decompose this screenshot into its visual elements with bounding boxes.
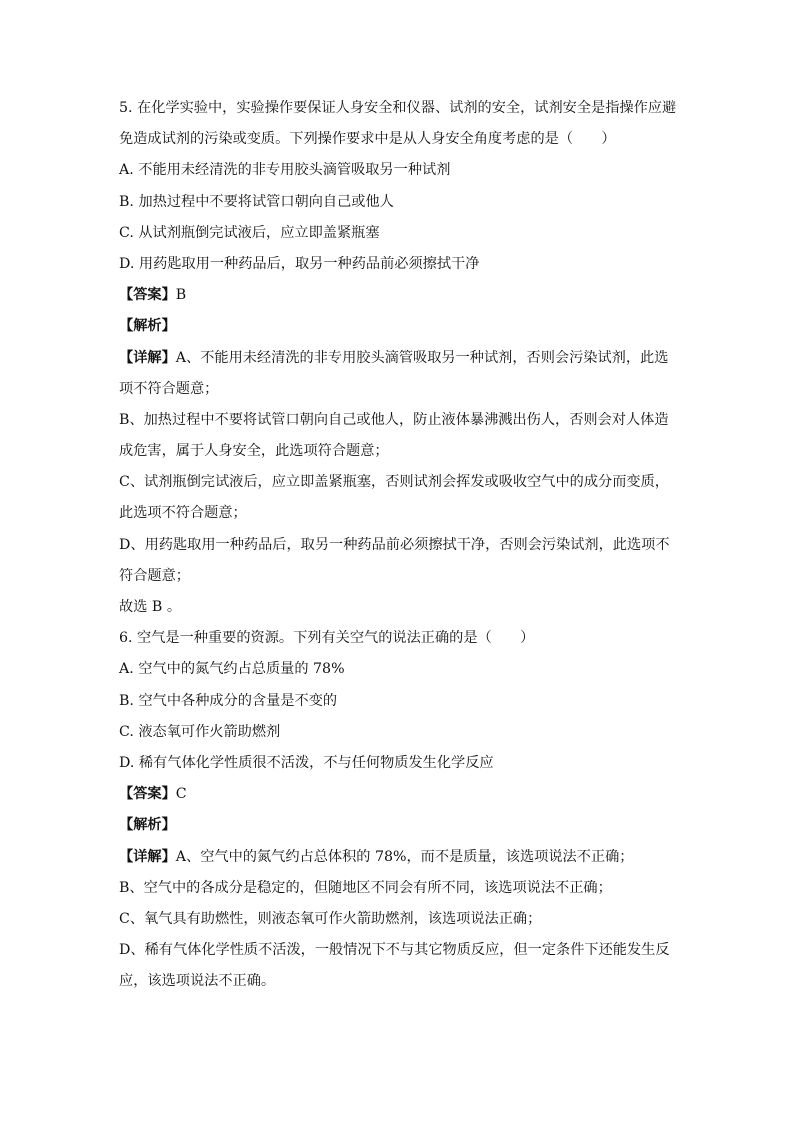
q6-analysis-label: 【解析】 [119, 817, 176, 834]
q6-option-b: B. 空气中各种成分的含量是不变的 [119, 692, 338, 709]
q5-option-c: C. 从试剂瓶倒完试液后，应立即盖紧瓶塞 [119, 224, 380, 241]
q6-detail-c: C、氧气具有助燃性，则液态氧可作火箭助燃剂，该选项说法正确； [119, 910, 542, 927]
q5-detail-a-line-2: 项不符合题意； [119, 380, 219, 397]
q5-conclusion: 故选 B 。 [119, 599, 182, 615]
q5-answer-label: 【答案】 [119, 287, 176, 304]
q5-stem-line-1: 5. 在化学实验中，实验操作要保证人身安全和仪器、试剂的安全，试剂安全是指操作应避 [119, 100, 677, 116]
q5-detail-c-line-1: C、试剂瓶倒完试液后，应立即盖紧瓶塞，否则试剂会挥发或吸收空气中的成分而变质， [119, 474, 669, 491]
q6-detail-a [119, 847, 679, 867]
q6-stem: 6. 空气是一种重要的资源。下列有关空气的说法正确的是（ ） [119, 630, 535, 647]
q6-detail-a-text: A、空气中的氮气约占总体积的 78%，而不是质量，该选项说法不正确； [175, 848, 634, 865]
q5-detail-b-line-1: B、加热过程中不要将试管口朝向自己或他人，防止液体暴沸溅出伤人，否则会对人体造 [119, 411, 669, 428]
q5-option-b: B. 加热过程中不要将试管口朝向自己或他人 [119, 193, 394, 210]
q6-option-d: D. 稀有气体化学性质很不活泼，不与任何物质发生化学反应 [119, 754, 494, 771]
q6-detail-label: 【详解】 [119, 848, 176, 865]
q5-detail-a-text: A、不能用未经清洗的非专用胶头滴管吸取另一种试剂，否则会污染试剂，此选 [175, 349, 669, 366]
q5-answer-value: B [175, 287, 187, 304]
q6-detail-b: B、空气中的各成分是稳定的，但随地区不同会有所不同，该选项说法不正确； [119, 879, 612, 896]
q6-detail-d-line-2: 应，该选项说法不正确。 [119, 973, 276, 990]
q5-stem-line-2: 免造成试剂的污染或变质。下列操作要求中是从人身安全角度考虑的是（ ） [119, 131, 616, 148]
q5-detail-b-line-2: 成危害，属于人身安全，此选项符合题意； [119, 443, 389, 460]
q6-detail-d-line-1: D、稀有气体化学性质不活泼，一般情况下不与其它物质反应，但一定条件下还能发生反 [119, 942, 670, 959]
q5-detail-c-line-2: 此选项不符合题意； [119, 505, 247, 522]
q6-option-c: C. 液态氧可作火箭助燃剂 [119, 723, 281, 740]
q6-option-a: A. 空气中的氮气约占总质量的 78% [119, 661, 345, 678]
document-page [119, 98, 679, 991]
q5-detail-a-line-1 [119, 348, 679, 368]
q5-detail-d-line-2: 符合题意； [119, 567, 190, 584]
q5-detail-label: 【详解】 [119, 349, 176, 366]
q5-answer [119, 285, 679, 305]
question-5 [119, 98, 679, 617]
question-6 [119, 628, 679, 991]
q5-detail-d-line-1: D、用药匙取用一种药品后，取另一种药品前必须擦拭干净，否则会污染试剂，此选项不 [119, 536, 670, 553]
q5-analysis-label: 【解析】 [119, 318, 176, 335]
q6-answer-label: 【答案】 [119, 786, 176, 803]
q6-answer-value: C [175, 786, 187, 803]
q5-option-d: D. 用药匙取用一种药品后，取另一种药品前必须擦拭干净 [119, 255, 480, 272]
q6-answer [119, 784, 679, 804]
q5-option-a: A. 不能用未经清洗的非专用胶头滴管吸取另一种试剂 [119, 162, 451, 179]
